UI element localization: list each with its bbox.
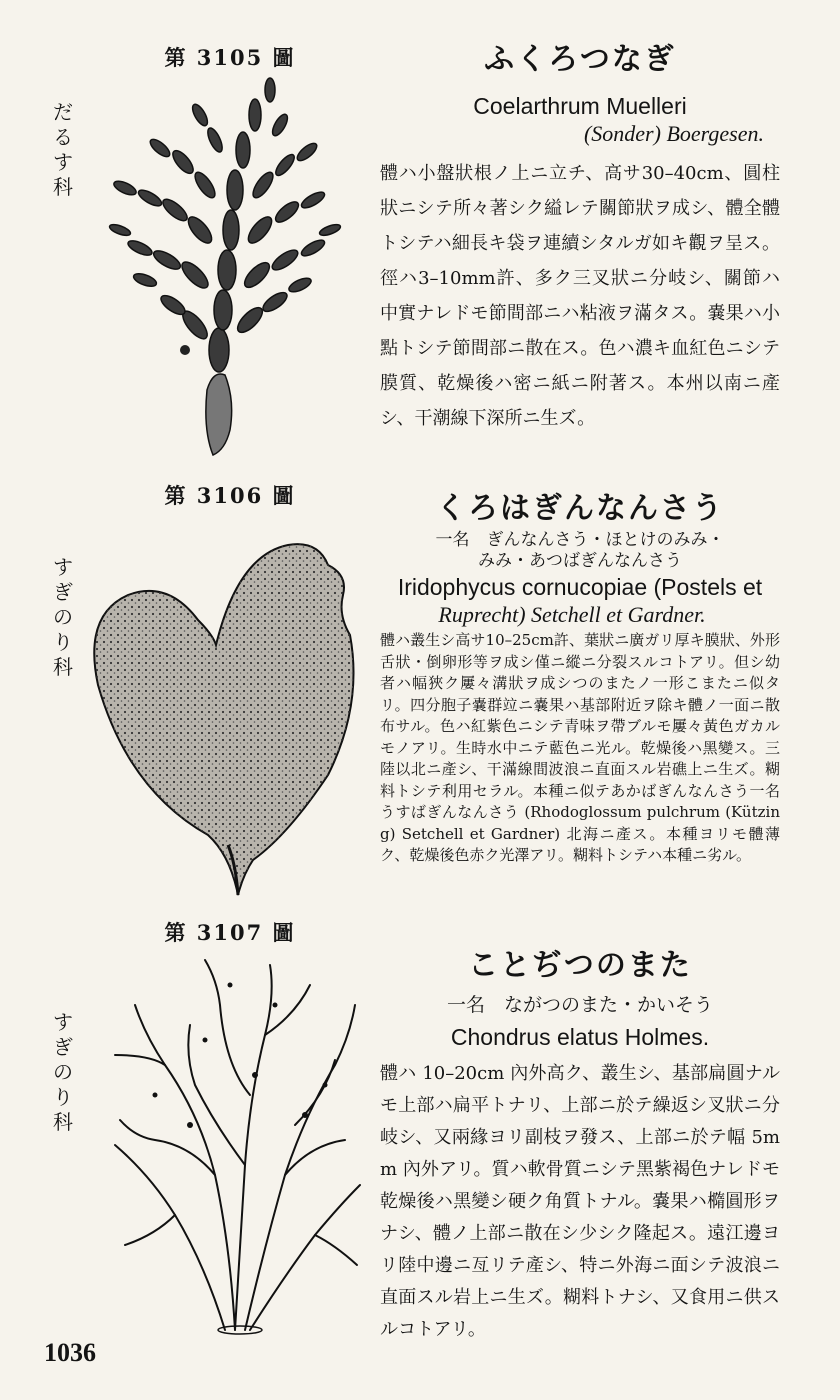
illustration-coelarthrum [85, 70, 345, 465]
alt-names: 一名 ぎんなんさう・ほとけのみみ・ [435, 530, 725, 550]
family-label: すぎのり科 [53, 555, 73, 679]
page-number: 1036 [44, 1338, 96, 1367]
japanese-name: ふくろつなぎ [484, 42, 676, 77]
japanese-name: くろはぎんなんさう [436, 491, 724, 526]
japanese-name: ことぢつのまた [468, 948, 692, 983]
description: 體ハ叢生シ高サ10–25cm許、葉狀ニ廣ガリ厚キ膜狀、外形舌狀・倒卵形等ヲ成シ僅ニ縱ニ分裂スルコトアリ。但シ幼者ハ幅狹ク屢々溝狀ヲ成シつのまたノ一形こまたニ似タリ。四分胞子嚢群竝ニ嚢果ハ基部附近ヲ除キ體ノ一面ニ散布サル。色ハ紅紫色ニシテ青味ヲ帶ブルモ屢々黃色ガカルモノアリ。生時水中ニテ藍色ニ光ル。乾燥後ハ黑變ス。三陸以北ニ產シ、干滿線間波浪ニ直面スル岩礁上ニ生ズ。糊料トシテ利用セラル。本種ニ似テあかばぎんなんさう一名うすばぎんなんさう (Rhodoglossum pulchrum (Kützing) Setchell et Gardner) 北海ニ產ス。本種ヨリモ體薄ク、乾燥後色赤ク光澤アリ。糊料トシテハ本種ニ劣ル。 [380, 631, 780, 864]
family-label: すぎのり科 [53, 1010, 73, 1134]
alt-names: 一名 ながつのまた・かいそう [446, 994, 713, 1016]
alt-names-continued: みみ・あつばぎんなんさう [478, 551, 682, 571]
entry-text [380, 944, 780, 1346]
family-label: だるす科 [53, 100, 73, 199]
description: 體ハ 10–20cm 內外高ク、叢生シ、基部扁圓ナルモ上部ハ扁平トナリ、上部ニ於テ繰返シ叉狀ニ分岐シ、又兩緣ヨリ副枝ヲ發ス、上部ニ於テ幅 5mm 內外アリ。質ハ軟骨質ニシテ黑紫褐色ナレドモ乾燥後ハ黑變シ硬ク角質トナル。嚢果ハ橢圓形ヲナシ、體ノ上部ニ散在シ少シク隆起ス。遠江邊ヨリ陸中邊ニ亙リテ產シ、特ニ外海ニ面シテ波浪ニ直面スル岩上ニ生ズ。糊料トナシ、又食用ニ供スルコトアリ。 [380, 1063, 780, 1340]
authority: Ruprecht) Setchell et Gardner. [438, 602, 706, 627]
scientific-name: Chondrus elatus Holmes. [450, 1024, 710, 1050]
illustration-chondrus [95, 945, 370, 1335]
scientific-name: Iridophycus cornucopiae (Postels et [397, 574, 763, 600]
authority: (Sonder) Boergesen. [583, 121, 764, 146]
figure-label: 第 3107 圖 [164, 920, 296, 945]
entry-text [380, 36, 780, 436]
figure-label: 第 3106 圖 [164, 483, 296, 508]
figure-label: 第 3105 圖 [164, 45, 296, 70]
entry-text [380, 488, 780, 867]
scientific-name: Coelarthrum Muelleri [473, 93, 687, 119]
description: 體ハ小盤狀根ノ上ニ立チ、高サ30–40cm、圓柱狀ニシテ所々著シク縊レテ關節狀ヲ成シ、體全體トシテハ細長キ袋ヲ連續シタルガ如キ觀ヲ呈ス。徑ハ3–10mm許、多ク三叉狀ニ分岐シ、關節ハ中實ナレドモ節間部ニハ粘液ヲ滿タス。嚢果ハ小點トシテ節間部ニ散在ス。色ハ濃キ血紅色ニシテ膜質、乾燥後ハ密ニ紙ニ附著ス。本州以南ニ產シ、干潮線下深所ニ生ズ。 [380, 163, 780, 429]
illustration-iridophycus [88, 535, 363, 900]
